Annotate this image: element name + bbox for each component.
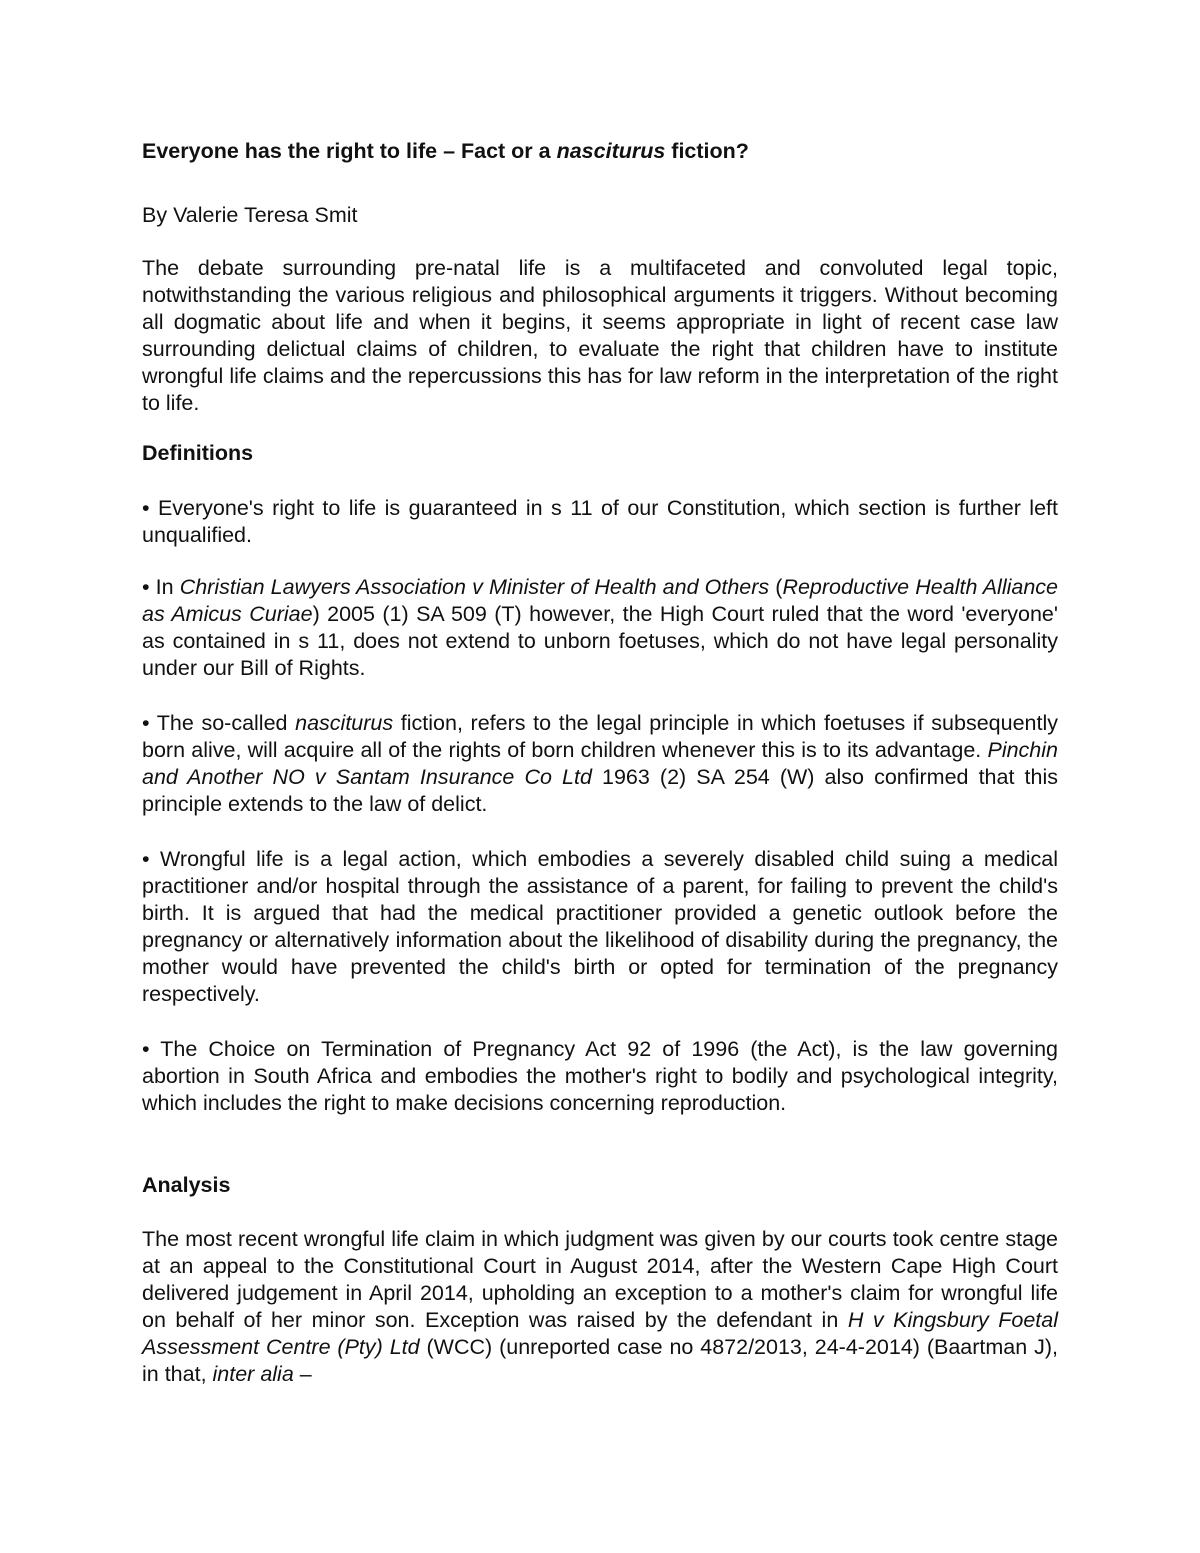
analysis-inter-alia: inter alia [212,1362,294,1386]
definition-4-block [142,846,1058,1008]
definition-2-body: ) 2005 (1) SA 509 (T) however, the High Court ruled that the word 'everyone' as contained in s 11, does not extend to unborn foetuses, which do not have legal personality under our Bill of Rights. [142,602,1058,680]
analysis-paragraph [142,1226,1058,1388]
definition-3-body: fiction, refers to the legal principle in which foetuses if subsequently born alive, will acquire all of the rights of born children whenever this is to its advantage. [142,711,1058,762]
title-text-end: fiction? [665,139,749,163]
definition-1-block [142,495,1058,549]
title-text-start: Everyone has the right to life – Fact or a [142,139,557,163]
analysis-case-name: H v Kingsbury Foetal Assessment Centre (Pty) Ltd [142,1308,1058,1359]
definition-3-italic-term: nasciturus [295,711,394,735]
analysis-heading: Analysis [142,1173,231,1197]
definition-3-lead: • The so-called [142,711,296,735]
definition-2-amicus: Reproductive Health Alliance as Amicus Curiae [142,575,1059,626]
definition-1: • Everyone's right to life is guaranteed in s 11 of our Constitution, which section is further left unqualified. [142,496,1058,547]
analysis-dash: – [293,1362,312,1386]
definitions-heading: Definitions [142,441,254,465]
analysis-body: The most recent wrongful life claim in which judgment was given by our courts took centre stage at an appeal to the Constitutional Court in August 2014, after the Western Cape High Court delivered judgement in April 2014, upholding an exception to a mother's claim for wrongful life on behalf of her minor son. Exception was raised by the defendant in [142,1227,1058,1332]
definition-2-case-name: Christian Lawyers Association v Minister of Health and Others [179,575,770,599]
definitions-heading-block [142,440,1058,467]
definition-2 [142,574,1058,682]
definition-3-block [142,710,1058,818]
definition-2-paren: ( [769,575,783,599]
intro-paragraph-block [142,255,1058,417]
document-page [142,138,1059,1386]
definition-2-lead: • In [142,575,180,599]
definition-3-case-name: Pinchin and Another NO v Santam Insurance Co Ltd [142,738,1058,789]
definition-3 [142,710,1058,818]
analysis-paragraph-block [142,1226,1058,1388]
document-title [142,138,1058,165]
definition-5-block [142,1036,1058,1117]
definition-4: • Wrongful life is a legal action, which embodies a severely disabled child suing a medical practitioner and/or hospital through the assistance of a parent, for failing to prevent the child's birth. It is argued that had the medical practitioner provided a genetic outlook before the pregnancy or alternatively information about the likelihood of disability during the pregnancy, the mother would have prevented the child's birth or opted for termination of the pregnancy respectively. [142,847,1058,1006]
definition-5: • The Choice on Termination of Pregnancy Act 92 of 1996 (the Act), is the law governing abortion in South Africa and embodies the mother's right to bodily and psychological integrity, which includes the right to make decisions concerning reproduction. [142,1037,1058,1115]
analysis-heading-block [142,1172,1058,1199]
title-italic-term: nasciturus [556,139,666,163]
definition-3-citation: 1963 (2) SA 254 (W) also confirmed that this principle extends to the law of delict. [142,765,1058,816]
analysis-citation: (WCC) (unreported case no 4872/2013, 24-4-2014) (Baartman J), in that, [142,1335,1058,1386]
author-byline: By Valerie Teresa Smit [142,203,358,227]
intro-paragraph: The debate surrounding pre-natal life is a multifaceted and convoluted legal topic, notwithstanding the various religious and philosophical arguments it triggers. Without becoming all dogmatic about life and when it begins, it seems appropriate in light of recent case law surrounding delictual claims of children, to evaluate the right that children have to institute wrongful life claims and the repercussions this has for law reform in the interpretation of the right to life. [142,256,1058,415]
definition-2-block [142,574,1058,682]
